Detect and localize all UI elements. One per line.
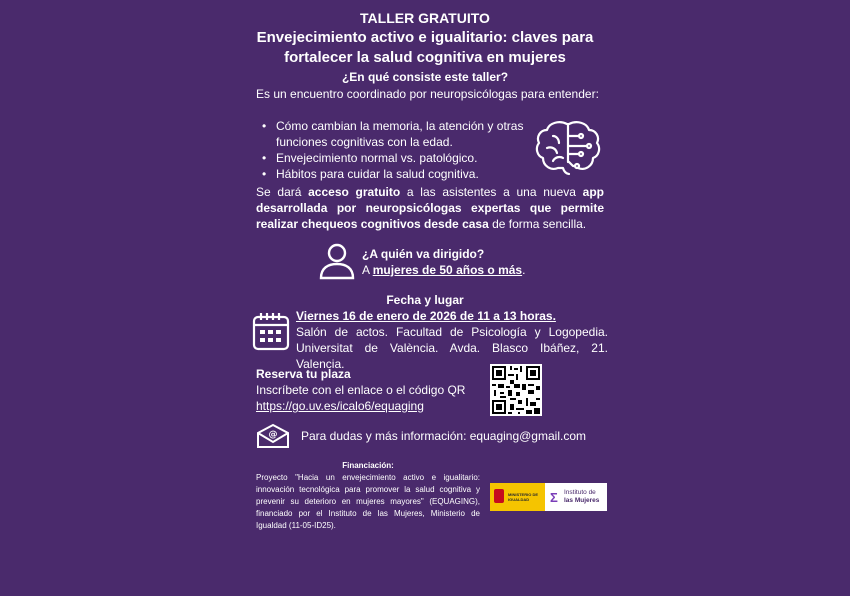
funding-text: Proyecto "Hacia un envejecimiento activo e igualitario: innovación tecnológica para promover la salud cognitiva y prevenir su deterioro en mujeres mayores" (EQUAGING), financiado por el Instituto de las Mujeres, Ministerio de Igualdad (11-05-ID25). [256,473,480,530]
event-heading: Fecha y lugar [386,293,464,307]
reserve-block [256,366,481,414]
badge-title: TALLER GRATUITO [360,10,490,26]
event-date: Viernes 16 de enero de 2026 de 11 a 13 horas. [296,309,556,323]
contact-text: Para dudas y más información: equaging@gmail.com [301,429,586,443]
calendar-icon [252,311,290,351]
ministry-logo [490,483,545,511]
main-title-line-2: fortalecer la salud cognitiva en mujeres [284,49,566,66]
main-title-line-1: Envejecimiento activo e igualitario: claves para [256,29,594,46]
intro-text: Es un encuentro coordinado por neuropsicólogas para entender: [256,87,599,101]
bullet-item: • Cómo cambian la memoria, la atención y otras funciones cognitivas con la edad. [256,118,528,150]
section-question: ¿En qué consiste este taller? [341,70,509,84]
audience-text: A mujeres de 50 años o más. [362,263,526,277]
registration-link[interactable]: https://go.uv.es/icalo6/equaging [256,399,424,413]
bullet-item: • Envejecimiento normal vs. patológico. [256,150,528,166]
envelope-icon [256,423,290,449]
coat-of-arms-icon [494,489,504,503]
audience-block [362,246,525,278]
institute-label: Instituto de las Mujeres [564,489,600,504]
app-text-2: a las asistentes a una nueva [400,185,583,199]
app-text-3: de forma sencilla. [488,217,587,231]
funding-logos [490,483,607,511]
app-paragraph [256,184,604,232]
ministry-label: MINISTERIO DE IGUALDAD [508,492,539,502]
bullet-item: • Hábitos para cuidar la salud cognitiva. [256,166,528,182]
audience-heading: ¿A quién va dirigido? [362,247,485,261]
funding-heading: Financiación: [342,461,394,470]
intro-bullets [256,118,528,182]
app-text-1: Se dará [256,185,309,199]
app-bold-2: app desarrollada por neuropsicólogas expertas que permite realizar chequeos cognitivos desde casa [256,185,604,231]
audience-target: mujeres de 50 años o más [372,263,523,277]
event-block [296,308,608,372]
reserve-text: Inscríbete con el enlace o el código QR [256,383,466,397]
person-icon [318,242,356,280]
brain-icon [533,118,603,178]
reserve-heading: Reserva tu plaza [256,367,351,381]
main-title [0,28,850,68]
svg-text:@: @ [268,430,278,440]
institute-symbol-icon: Σ [550,490,558,505]
qr-code[interactable] [490,364,542,416]
app-bold-1: acceso gratuito [308,185,401,199]
event-place: Salón de actos. Facultad de Psicología y Logopedia. Universitat de València. Avda. Blasco Ibáñez, 21. Valencia. [296,325,608,371]
